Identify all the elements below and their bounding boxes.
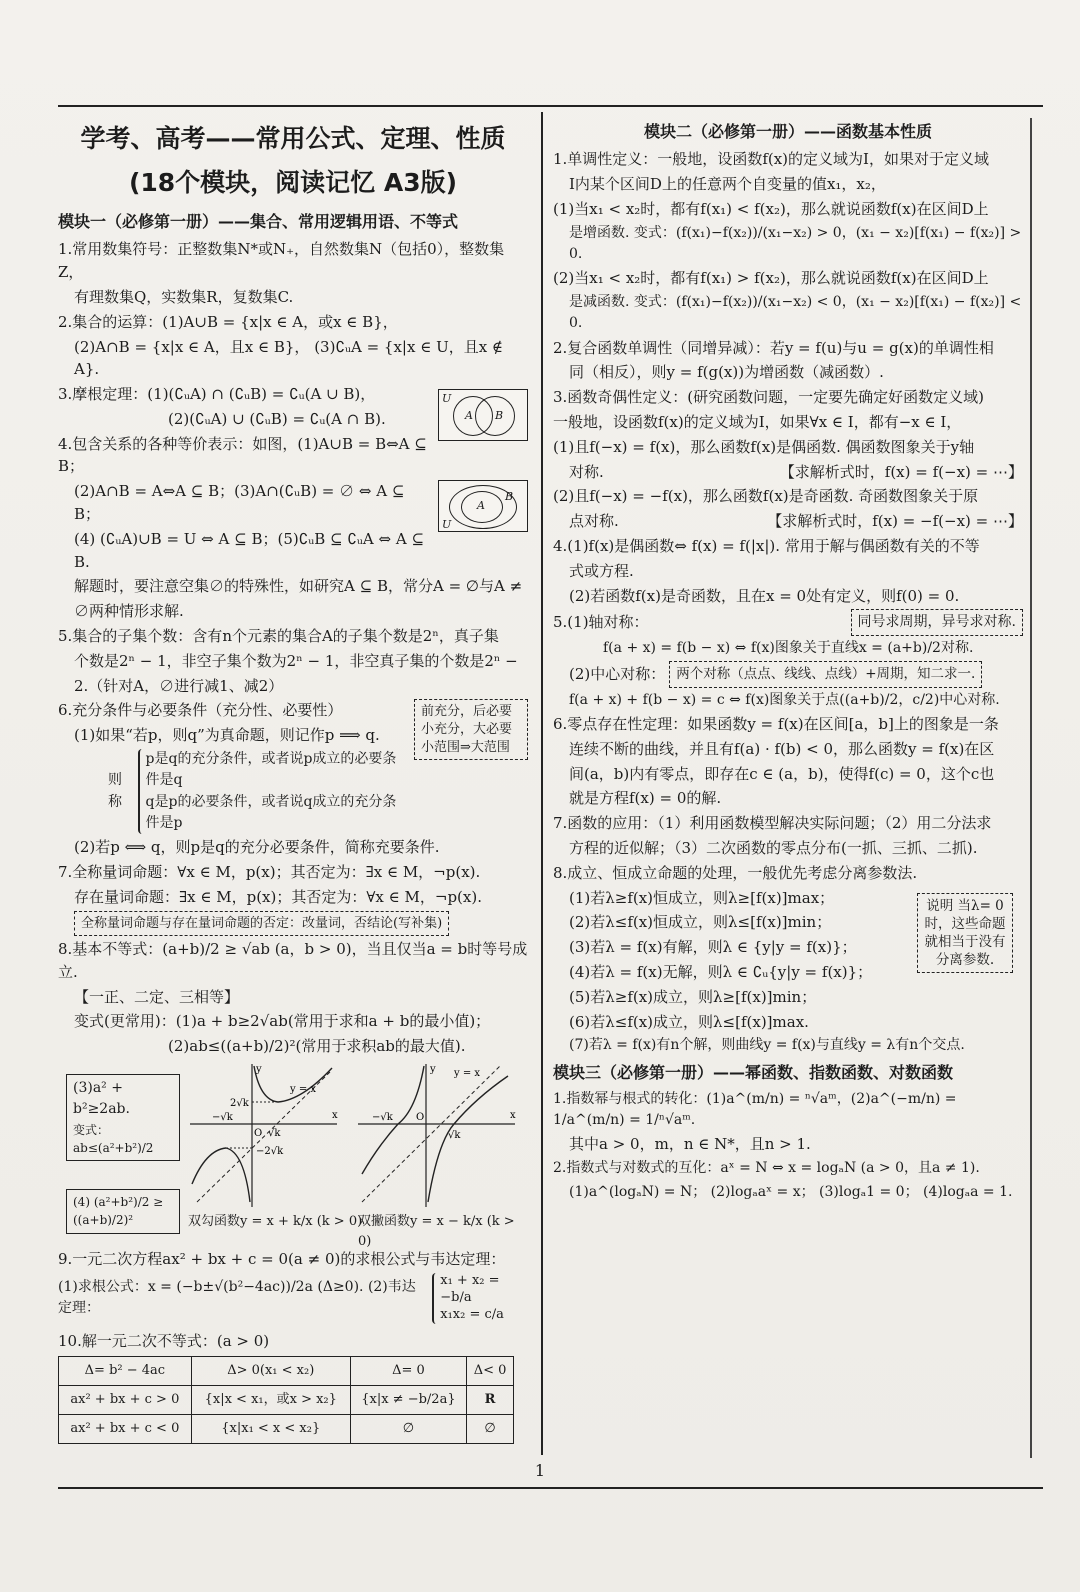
item-3: 3.摩根定理：(1)(∁ᵤA) ∩ (∁ᵤB) = ∁ᵤ(A ∪ B)， <box>58 385 376 404</box>
item-4c: (4) (∁ᵤA)∪B = U ⇔ A ⊆ B；(5)∁ᵤB ⊆ ∁ᵤA ⇔ A ⊆ B. <box>74 529 425 571</box>
g1-label-yx: y = x <box>290 1084 317 1096</box>
page-title: 学考、高考——常用公式、定理、性质 <box>80 124 506 153</box>
r-item-8: 8.成立、恒成立命题的处理，一般优先考虑分离参数法. <box>553 863 918 882</box>
item-2b: (2)A∩B = {x|x ∈ A，且x ∈ B}， (3)∁ᵤA = {x|x ∈ U，且x ∉ A}. <box>74 337 504 379</box>
item-3b: (2)(∁ᵤA) ∪ (∁ᵤB) = ∁ᵤ(A ∩ B). <box>168 409 386 428</box>
g1-label-y: y <box>256 1064 262 1076</box>
item-6b-prefix: 则称 <box>108 772 122 810</box>
r-item-6: 6.零点存在性定理：如果函数y = f(x)在区间[a，b]上的图象是一条 <box>553 714 999 733</box>
g2-label-rk: √k <box>448 1130 461 1142</box>
g1-label-negrk: −√k <box>212 1112 233 1124</box>
item-10: 10.解一元二次不等式：(a > 0) <box>58 1331 270 1350</box>
item-5c: 2.（针对A，∅进行减1、减2） <box>74 676 284 695</box>
inequality-box-3 <box>66 1074 180 1161</box>
negation-rule-box: 全称量词命题与存在量词命题的否定：改量词，否结论(写补集) <box>74 911 449 937</box>
item-6a: (1)如果“若p，则q”为真命题，则记作p ⟹ q. <box>74 726 380 745</box>
r-item-6d: 就是方程f(x) = 0的解. <box>569 789 722 808</box>
quadratic-inequality-table <box>58 1356 514 1444</box>
item-1b: 有理数集Q，实数集R，复数集C. <box>74 287 294 306</box>
left-column <box>58 112 528 1444</box>
r-item-1c: (1)当x₁ < x₂时，都有f(x₁) < f(x₂)，那么就说函数f(x)在区间D上 <box>553 199 989 218</box>
item-4b: (2)A∩B = A⇔A ⊆ B；(3)A∩(∁ᵤB) = ∅ ⇔ A ⊆ B； <box>74 482 405 524</box>
item-6b2: q是p的必要条件，或者说q成立的充分条件是p <box>145 793 397 831</box>
item-6b1: p是q的充分条件，或者说p成立的必要条件是q <box>145 751 397 789</box>
table-row <box>59 1415 514 1444</box>
g2-label-y: y <box>430 1064 436 1076</box>
r-item-3c: (1)且f(−x) = f(x)，那么函数f(x)是偶函数. 偶函数图象关于y轴 <box>553 437 975 456</box>
symmetry-period-box: 同号求周期，异号求对称. <box>851 609 1023 636</box>
g1-label-x: x <box>332 1110 338 1122</box>
item-4e: ∅两种情形求解. <box>74 602 184 621</box>
r-item-9: 1.指数幂与根式的转化：(1)a^(m/n) = ⁿ√aᵐ，(2)a^(−m/n) = 1/a^(m/n) = 1/ⁿ√aᵐ. <box>553 1090 957 1129</box>
g1-label-neg2rk: −2√k <box>256 1146 284 1158</box>
r-item-9b: 其中a > 0，m，n ∈ N*，且n > 1. <box>569 1135 811 1154</box>
r-item-5d: f(a + x) + f(b − x) = c ⇔ f(x)图象关于点((a+b)/2，c/2)中心对称. <box>569 691 1000 708</box>
r-item-5b: f(a + x) = f(b − x) ⇔ f(x)图象关于直线x = (a+b)/2对称. <box>603 640 974 657</box>
symmetry-rule-box: 两个对称（点点、线线、点线）+周期，知二求一. <box>669 661 982 687</box>
venn-diagram-union: U A B <box>438 389 528 441</box>
r-item-2: 2.复合函数单调性（同增异减）：若y = f(u)与u = g(x)的单调性相 <box>553 338 994 357</box>
r-item-4: 4.(1)f(x)是偶函数⇔ f(x) = f(|x|). 常用于解与偶函数有关的不等 <box>553 536 980 555</box>
r-item-8c: (3)若λ = f(x)有解，则λ ∈ {y|y = f(x)}； <box>569 938 857 957</box>
r-item-8-list <box>553 887 1023 1057</box>
r-item-3f: 点对称. <box>569 512 619 531</box>
table-header-row <box>59 1357 514 1386</box>
item-5: 5.集合的子集个数：含有n个元素的集合A的子集个数是2ⁿ，真子集 <box>58 627 499 646</box>
brace-group <box>138 749 408 834</box>
r-item-10: 2.指数式与对数式的互化：aˣ = N ⇔ x = logₐN (a > 0，且a ≠ 1). <box>553 1160 980 1177</box>
item-9-row <box>58 1273 528 1324</box>
r-item-8d: (4)若λ = f(x)无解，则λ ∈ ∁ᵤ{y|y = f(x)}； <box>569 962 873 981</box>
r-item-3e: (2)且f(−x) = −f(x)，那么函数f(x)是奇函数. 奇函数图象关于原 <box>553 487 979 506</box>
vieta-brace <box>432 1273 528 1324</box>
r-item-7: 7.函数的应用：（1）利用函数模型解决实际问题；（2）用二分法求 <box>553 814 992 833</box>
table-cell: {x|x₁ < x < x₂} <box>191 1415 350 1444</box>
r-item-1: 1.单调性定义：一般地，设函数f(x)的定义域为I，如果对于定义域 <box>553 150 989 169</box>
page-number: 1 <box>534 1461 546 1480</box>
r-item-3f-row <box>553 510 1023 533</box>
r-item-4c: (2)若函数f(x)是奇函数，且在x = 0处有定义，则f(0) = 0. <box>569 586 960 605</box>
r-item-6b: 连续不断的曲线，并且有f(a) · f(b) < 0，那么函数y = f(x)在区 <box>569 739 995 758</box>
item-6c: (2)若p ⟺ q，则p是q的充分必要条件，简称充要条件. <box>74 838 440 857</box>
g2-label-x: x <box>510 1110 516 1122</box>
g1-label-origin: O <box>254 1128 263 1140</box>
r-item-5-row <box>553 609 1023 636</box>
r-item-3b: 一般地，设函数f(x)的定义域为I，如果∀x ∈ I，都有−x ∈ I， <box>553 412 962 431</box>
r-item-5: 5.(1)轴对称： <box>553 613 649 632</box>
bottom-rule <box>58 1487 1043 1489</box>
inequality-3: (3)a² + b²≥2ab. <box>73 1080 130 1118</box>
item-2: 2.集合的运算：(1)A∪B = {x|x ∈ A，或x ∈ B}， <box>58 312 398 331</box>
table-header-cell: Δ= b² − 4ac <box>59 1357 192 1386</box>
vieta-product: x₁x₂ = c/a <box>440 1306 504 1322</box>
table-cell: ∅ <box>467 1415 514 1444</box>
item-6b <box>58 749 408 834</box>
g2-label-yx-text: y = x <box>454 1068 481 1080</box>
graph2-caption: 双撇函数y = x − k/x (k > 0) <box>358 1214 515 1249</box>
function-graphs <box>58 1062 528 1249</box>
venn-diagram-subset: U A B <box>438 480 528 532</box>
double-slash-graph <box>350 1062 520 1212</box>
item-7b: 存在量词命题：∃x ∈ M，p(x)；其否定为：∀x ∈ M，¬p(x). <box>74 887 482 906</box>
r-item-8e: (5)若λ≥f(x)成立，则λ≥[f(x)]min； <box>569 987 817 1006</box>
r-item-3d-row <box>553 461 1023 484</box>
table-header-cell: Δ= 0 <box>350 1357 466 1386</box>
r-item-8f: (6)若λ≤f(x)成立，则λ≤[f(x)]max. <box>569 1012 809 1031</box>
g2-asymptote <box>362 1066 500 1202</box>
r-item-3d: 对称. <box>569 462 604 481</box>
r-item-2b: 同（相反），则y = f(g(x))为增函数（减函数）. <box>569 363 884 382</box>
table-cell: ax² + bx + c > 0 <box>59 1386 192 1415</box>
graph1-caption: 双勾函数y = x + k/x (k > 0) <box>188 1214 363 1230</box>
inequality-3-variant: 变式：ab≤(a²+b²)/2 <box>73 1122 154 1155</box>
column-divider <box>541 112 543 1455</box>
item-8c: 变式(更常用)：(1)a + b≥2√ab(常用于求和a + b的最小值)； <box>74 1012 491 1031</box>
table-cell: {x|x < x₁，或x > x₂} <box>191 1386 350 1415</box>
g2-label-negrk: −√k <box>372 1112 393 1124</box>
table-header-cell: Δ< 0 <box>467 1357 514 1386</box>
vieta-sum: x₁ + x₂ = −b/a <box>440 1272 500 1305</box>
r-item-8g: (7)若λ = f(x)有n个解，则曲线y = f(x)与直线y = λ有n个交点. <box>569 1037 965 1054</box>
item-8b: 【一正、二定、三相等】 <box>74 987 240 1006</box>
r-item-1d: 是增函数. 变式：(f(x₁)−f(x₂))/(x₁−x₂) > 0，(x₁ − x₂)[f(x₁) − f(x₂)] > 0. <box>569 224 1022 262</box>
r-item-3d-note: 【求解析式时，f(x) = f(−x) = ⋯】 <box>779 462 1023 481</box>
item-1: 1.常用数集符号：正整数集N*或N₊，自然数集N（包括0），整数集Z， <box>58 240 505 282</box>
table-row <box>59 1386 514 1415</box>
g1-label-rk: √k <box>268 1128 281 1140</box>
right-border <box>1030 118 1032 1458</box>
table-cell: ∅ <box>350 1415 466 1444</box>
module2-title: 模块二（必修第一册）——函数基本性质 <box>643 122 932 141</box>
item-8d: (2)ab≤((a+b)/2)²(常用于求积ab的最大值). <box>168 1037 466 1056</box>
r-item-3f-note: 【求解析式时，f(x) = −f(−x) = ⋯】 <box>767 512 1023 531</box>
r-item-5c-row <box>553 661 1023 687</box>
table-cell: R <box>467 1386 514 1415</box>
item-4: 4.包含关系的各种等价表示：如图，(1)A∪B = B⇔A ⊆ B； <box>58 434 427 476</box>
separation-note-box: 说明 当λ= 0时，这些命题就相当于没有分离参数. <box>917 893 1013 974</box>
item-4d: 解题时，要注意空集∅的特殊性，如研究A ⊆ B，常分A = ∅与A ≠ <box>74 577 523 596</box>
item-8: 8.基本不等式：(a+b)/2 ≥ √ab (a，b > 0)，当且仅当a = b时等号成立. <box>58 940 528 981</box>
r-item-1f: 是减函数. 变式：(f(x₁)−f(x₂))/(x₁−x₂) < 0，(x₁ − x₂)[f(x₁) − f(x₂)] < 0. <box>569 294 1022 332</box>
g2-curve-right <box>428 1076 508 1202</box>
r-item-1b: I内某个区间D上的任意两个自变量的值x₁，x₂， <box>569 175 886 194</box>
g2-label-origin: O <box>416 1112 425 1124</box>
r-item-4b: 式或方程. <box>569 561 634 580</box>
mnemonic-box-sufficient: 前充分，后必要 小充分，大必要 小范围⇒大范围 <box>414 699 528 760</box>
inequality-box-4: (4) (a²+b²)/2 ≥ ((a+b)/2)² <box>66 1189 180 1233</box>
g1-label-2rk: 2√k <box>230 1098 249 1110</box>
module1-title: 模块一（必修第一册）——集合、常用逻辑用语、不等式 <box>58 212 459 231</box>
r-item-5c: (2)中心对称： <box>569 665 666 684</box>
g1-curve-left <box>192 1148 250 1202</box>
item-6: 6.充分条件与必要条件（充分性、必要性） <box>58 701 343 720</box>
table-header-cell: Δ> 0(x₁ < x₂) <box>191 1357 350 1386</box>
item-5b: 个数是2ⁿ − 1，非空子集个数为2ⁿ − 1，非空真子集的个数是2ⁿ − <box>74 651 518 670</box>
r-item-8b: (2)若λ≤f(x)恒成立，则λ≤[f(x)]min； <box>569 913 832 932</box>
module3-title: 模块三（必修第一册）——幂函数、指数函数、对数函数 <box>553 1062 954 1082</box>
top-rule <box>58 105 1043 107</box>
table-cell: {x|x ≠ −b/2a} <box>350 1386 466 1415</box>
double-hook-graph <box>182 1062 342 1212</box>
r-item-10b: (1)a^(logₐN) = N； (2)logₐaˣ = x； (3)logₐ1 = 0； (4)logₐa = 1. <box>569 1183 1013 1200</box>
r-item-8a: (1)若λ≥f(x)恒成立，则λ≥[f(x)]max； <box>569 888 835 907</box>
item-7: 7.全称量词命题：∀x ∈ M，p(x)；其否定为：∃x ∈ M，¬p(x). <box>58 862 481 881</box>
r-item-6c: 间(a，b)内有零点，即存在c ∈ (a，b)，使得f(c) = 0，这个c也 <box>569 764 995 783</box>
r-item-3: 3.函数奇偶性定义：(研究函数问题，一定要先确定好函数定义域) <box>553 388 985 407</box>
right-column <box>553 112 1023 1205</box>
r-item-7b: 方程的近似解；（3）二次函数的零点分布(一抓、三抓、二抓). <box>569 838 978 857</box>
r-item-1e: (2)当x₁ < x₂时，都有f(x₁) > f(x₂)，那么就说函数f(x)在区间D上 <box>553 269 989 288</box>
item-9: 9.一元二次方程ax² + bx + c = 0(a ≠ 0)的求根公式与韦达定理： <box>58 1250 506 1269</box>
item-9b: (1)求根公式：x = (−b±√(b²−4ac))/2a (Δ≥0). (2)韦达定理： <box>58 1278 416 1317</box>
page-subtitle: (18个模块，阅读记忆 A3版) <box>128 168 458 197</box>
table-cell: ax² + bx + c < 0 <box>59 1415 192 1444</box>
